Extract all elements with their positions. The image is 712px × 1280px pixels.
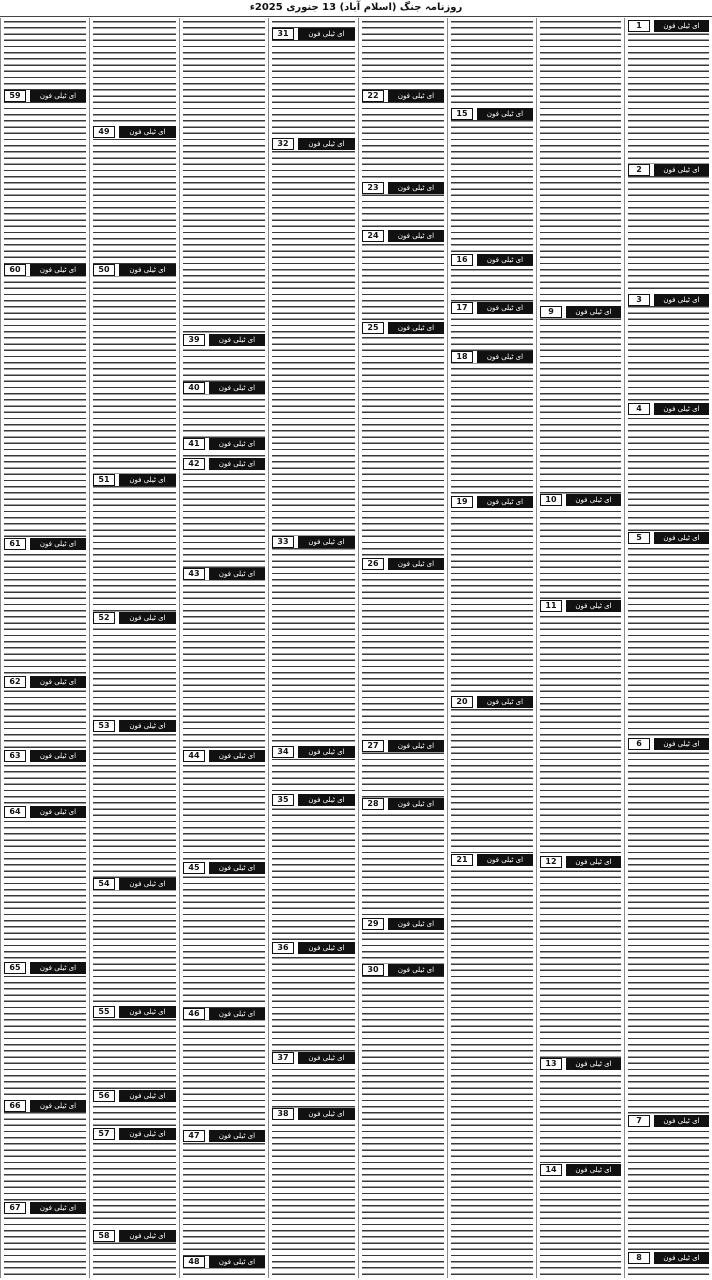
section-header: ای ٹیلی فون 21 [451,854,533,866]
section-header: ای ٹیلی فون 12 [540,856,621,868]
section-header: ای ٹیلی فون 38 [272,1108,355,1120]
section-header: ای ٹیلی فون 53 [93,720,176,732]
section-header: ای ٹیلی فون 5 [628,532,709,544]
section-header: ای ٹیلی فون 67 [4,1202,86,1214]
column-4 [358,18,447,1278]
section-header: ای ٹیلی فون 34 [272,746,355,758]
section-header: ای ٹیلی فون 2 [628,164,709,176]
section-header: ای ٹیلی فون 28 [362,798,444,810]
section-header: ای ٹیلی فون 48 [183,1256,265,1268]
section-header: ای ٹیلی فون 46 [183,1008,265,1020]
section-header: ای ٹیلی فون 13 [540,1058,621,1070]
section-header: ای ٹیلی فون 8 [628,1252,709,1264]
column-8 [0,18,89,1278]
section-header: ای ٹیلی فون 14 [540,1164,621,1176]
section-header: ای ٹیلی فون 56 [93,1090,176,1102]
section-header: ای ٹیلی فون 35 [272,794,355,806]
masthead: روزنامہ جنگ (اسلام آباد) 13 جنوری 2025ء [0,0,712,17]
section-header: ای ٹیلی فون 50 [93,264,176,276]
section-header: ای ٹیلی فون 23 [362,182,444,194]
section-header: ای ٹیلی فون 51 [93,474,176,486]
section-header: ای ٹیلی فون 22 [362,90,444,102]
section-header: ای ٹیلی فون 60 [4,264,86,276]
section-header: ای ٹیلی فون 7 [628,1115,709,1127]
section-header: ای ٹیلی فون 57 [93,1128,176,1140]
column-6 [179,18,268,1278]
section-header: ای ٹیلی فون 15 [451,108,533,120]
section-header: ای ٹیلی فون 4 [628,403,709,415]
section-header: ای ٹیلی فون 62 [4,676,86,688]
section-header: ای ٹیلی فون 19 [451,496,533,508]
section-header: ای ٹیلی فون 42 [183,458,265,470]
section-header: ای ٹیلی فون 30 [362,964,444,976]
section-header: ای ٹیلی فون 37 [272,1052,355,1064]
section-header: ای ٹیلی فون 24 [362,230,444,242]
section-header: ای ٹیلی فون 40 [183,382,265,394]
section-header: ای ٹیلی فون 39 [183,334,265,346]
section-header: ای ٹیلی فون 63 [4,750,86,762]
section-header: ای ٹیلی فون 52 [93,612,176,624]
section-header: ای ٹیلی فون 58 [93,1230,176,1242]
section-header: ای ٹیلی فون 3 [628,294,709,306]
section-header: ای ٹیلی فون 18 [451,351,533,363]
section-header: ای ٹیلی فون 9 [540,306,621,318]
section-header: ای ٹیلی فون 47 [183,1130,265,1142]
column-2 [536,18,624,1278]
section-header: ای ٹیلی فون 20 [451,696,533,708]
column-1 [624,18,712,1278]
section-header: ای ٹیلی فون 16 [451,254,533,266]
section-header: ای ٹیلی فون 44 [183,750,265,762]
section-header: ای ٹیلی فون 17 [451,302,533,314]
section-header: ای ٹیلی فون 55 [93,1006,176,1018]
section-header: ای ٹیلی فون 45 [183,862,265,874]
column-5 [268,18,358,1278]
section-header: ای ٹیلی فون 29 [362,918,444,930]
section-header: ای ٹیلی فون 61 [4,538,86,550]
section-header: ای ٹیلی فون 43 [183,568,265,580]
column-7 [89,18,179,1278]
section-header: ای ٹیلی فون 31 [272,28,355,40]
section-header: ای ٹیلی فون 65 [4,962,86,974]
section-header: ای ٹیلی فون 25 [362,322,444,334]
section-header: ای ٹیلی فون 66 [4,1100,86,1112]
section-header: ای ٹیلی فون 11 [540,600,621,612]
section-header: ای ٹیلی فون 26 [362,558,444,570]
section-header: ای ٹیلی فون 41 [183,438,265,450]
section-header: ای ٹیلی فون 32 [272,138,355,150]
section-header: ای ٹیلی فون 36 [272,942,355,954]
section-header: ای ٹیلی فون 27 [362,740,444,752]
section-header: ای ٹیلی فون 64 [4,806,86,818]
column-3 [447,18,536,1278]
section-header: ای ٹیلی فون 33 [272,536,355,548]
section-header: ای ٹیلی فون 54 [93,878,176,890]
section-header: ای ٹیلی فون 49 [93,126,176,138]
section-header: ای ٹیلی فون 10 [540,494,621,506]
section-header: ای ٹیلی فون 59 [4,90,86,102]
section-header: ای ٹیلی فون 6 [628,738,709,750]
section-header: ای ٹیلی فون 1 [628,20,709,32]
